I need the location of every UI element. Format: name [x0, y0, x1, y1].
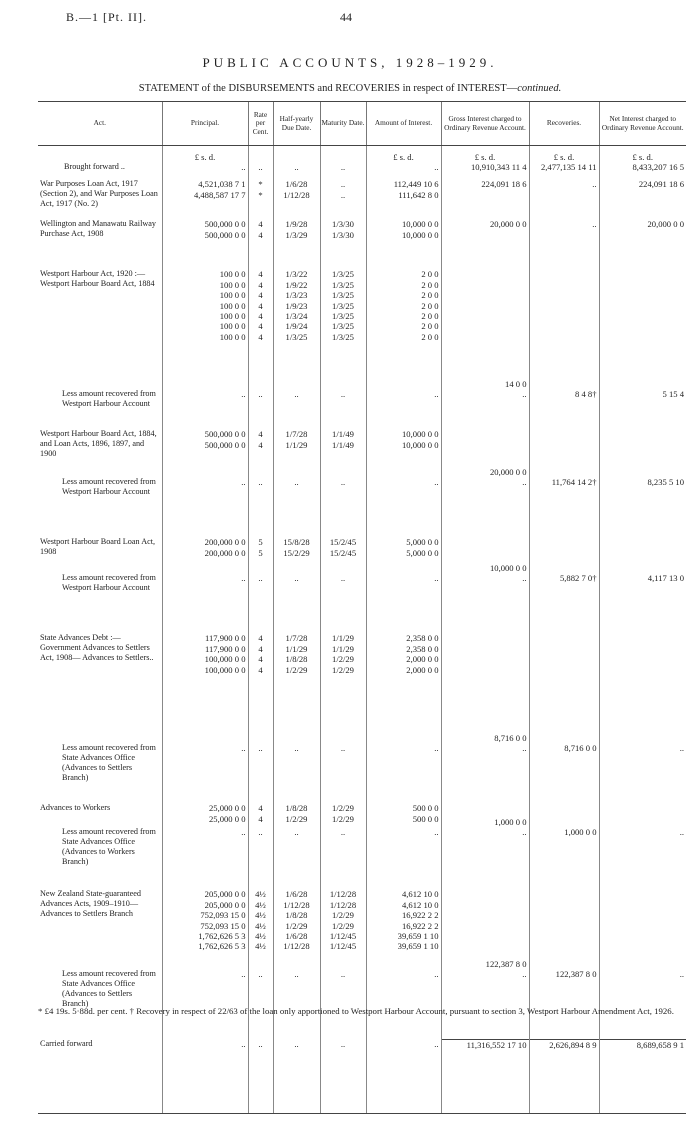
cell-recoveries: 8,716 0 0 [529, 743, 599, 803]
cell-recoveries [529, 889, 599, 969]
table-row [38, 889, 686, 969]
cell-recoveries: .. [529, 219, 599, 269]
cell-gross: 10,910,343 11 4 [441, 162, 529, 179]
cell-maturity: 15/2/45 15/2/45 [320, 537, 366, 573]
cell-due: .. [273, 1039, 320, 1113]
cell-rate: .. [248, 477, 273, 537]
cell-act: New Zealand State-guaranteed Advances Acts, 1909–1910— Advances to Settlers Branch [40, 889, 141, 919]
cell-net [599, 803, 686, 827]
cell-due: 1/6/28 1/12/28 1/8/28 1/2/29 1/6/28 1/12/28 [273, 889, 320, 969]
cell-interest: 4,612 10 0 4,612 10 0 16,922 2 2 16,922 2 2 39,659 1 10 39,659 1 10 [366, 889, 441, 969]
cell-rate: * * [248, 179, 273, 219]
cell-interest: .. [366, 477, 441, 537]
cell-act: Less amount recovered from Westport Harbour Account [62, 477, 156, 497]
statement-subtitle [0, 83, 700, 94]
cell-act: Westport Harbour Board Act, 1884, and Loan Acts, 1896, 1897, and 1900 [40, 429, 157, 459]
col-interest: Amount of Interest. [366, 102, 441, 146]
cell-gross: .. [441, 389, 529, 429]
cell-recoveries [529, 633, 599, 743]
cell-act: War Purposes Loan Act, 1917 (Section 2), and War Purposes Loan Act, 1917 (No. 2) [40, 179, 158, 209]
cell-maturity: 1/3/25 1/3/25 1/3/25 1/3/25 1/3/25 1/3/25 1/3/25 [320, 269, 366, 389]
table-row [38, 1039, 686, 1113]
cell-recoveries: 5,882 7 0† [529, 573, 599, 633]
cell-principal: .. [162, 162, 248, 179]
cell-principal: .. [162, 743, 248, 803]
cell-gross: 224,091 18 6 [441, 179, 529, 219]
table-row [38, 429, 686, 477]
cell-due: .. [273, 162, 320, 179]
cell-net: 8,433,207 16 5 [599, 162, 686, 179]
cell-net: .. [599, 743, 686, 803]
cell-recoveries [529, 429, 599, 477]
subtitle-continued: continued. [517, 83, 562, 94]
cell-interest: .. [366, 162, 441, 179]
col-maturity: Maturity Date. [320, 102, 366, 146]
table-row [38, 389, 686, 429]
cell-gross: 20,000 0 0 [441, 219, 529, 269]
cell-principal: 117,900 0 0 117,900 0 0 100,000 0 0 100,000 0 0 [162, 633, 248, 743]
cell-net [599, 633, 686, 743]
cell-maturity: 1/1/29 1/1/29 1/2/29 1/2/29 [320, 633, 366, 743]
cell-maturity: .. [320, 743, 366, 803]
cell-principal: 4,521,038 7 1 4,488,587 17 7 [162, 179, 248, 219]
table-row [38, 743, 686, 803]
cell-net: 8,689,658 9 1 [599, 1039, 686, 1113]
cell-gross: 14 0 0 [441, 269, 529, 389]
cell-rate: .. [248, 1039, 273, 1113]
cell-principal: .. [162, 969, 248, 1039]
currency-row [38, 152, 686, 162]
cell-maturity: 1/1/49 1/1/49 [320, 429, 366, 477]
table-row [38, 537, 686, 573]
cell-due: .. [273, 573, 320, 633]
cell-principal: .. [162, 389, 248, 429]
cell-rate: 4 4 4 4 4 4 4 [248, 269, 273, 389]
table-row [38, 179, 686, 219]
cell-maturity: .. [320, 827, 366, 889]
cell-gross: 8,716 0 0 [441, 633, 529, 743]
cell-recoveries: 1,000 0 0 [529, 827, 599, 889]
document-reference: B.—1 [Pt. II]. [66, 10, 147, 24]
cell-act: Less amount recovered from State Advances Office (Advances to Settlers Branch) [62, 969, 156, 1009]
cell-interest: 10,000 0 0 10,000 0 0 [366, 219, 441, 269]
table-row [38, 803, 686, 827]
col-net: Net Interest charged to Ordinary Revenue Account. [599, 102, 686, 146]
cell-interest: 2 0 0 2 0 0 2 0 0 2 0 0 2 0 0 2 0 0 2 0 0 [366, 269, 441, 389]
table-row [38, 827, 686, 889]
cell-due: .. [273, 389, 320, 429]
cell-interest: 10,000 0 0 10,000 0 0 [366, 429, 441, 477]
cell-gross: .. [441, 477, 529, 537]
cell-principal: 500,000 0 0 500,000 0 0 [162, 429, 248, 477]
cell-maturity: .. [320, 162, 366, 179]
table-row [38, 269, 686, 389]
cell-act: Carried forward [38, 1039, 162, 1113]
cell-interest: .. [366, 389, 441, 429]
cell-rate: .. [248, 162, 273, 179]
cell-net [599, 429, 686, 477]
cell-interest: 5,000 0 0 5,000 0 0 [366, 537, 441, 573]
cell-due: .. [273, 477, 320, 537]
cell-act: Westport Harbour Act, 1920 :— Westport Harbour Board Act, 1884 [40, 269, 155, 289]
table-row [38, 162, 686, 179]
cell-rate: 4 4 [248, 803, 273, 827]
cell-rate: 5 5 [248, 537, 273, 573]
table-row [38, 477, 686, 537]
cell-rate: .. [248, 743, 273, 803]
col-rate: Rate per Cent. [248, 102, 273, 146]
cell-principal: 205,000 0 0 205,000 0 0 752,093 15 0 752,093 15 0 1,762,626 5 3 1,762,626 5 3 [162, 889, 248, 969]
cell-net: .. [599, 827, 686, 889]
cell-recoveries [529, 269, 599, 389]
cell-act: Less amount recovered from State Advances Office (Advances to Settlers Branch) [62, 743, 156, 783]
cell-gross: 20,000 0 0 [441, 429, 529, 477]
cell-recoveries: 11,764 14 2† [529, 477, 599, 537]
currency-principal: £ s. d. [162, 152, 248, 162]
col-act: Act. [38, 102, 162, 146]
cell-net: 20,000 0 0 [599, 219, 686, 269]
cell-due: .. [273, 827, 320, 889]
cell-maturity: 1/12/28 1/12/28 1/2/29 1/2/29 1/12/45 1/12/45 [320, 889, 366, 969]
cell-maturity: .. [320, 969, 366, 1039]
cell-principal: .. [162, 1039, 248, 1113]
cell-principal: 100 0 0 100 0 0 100 0 0 100 0 0 100 0 0 100 0 0 100 0 0 [162, 269, 248, 389]
cell-rate: .. [248, 389, 273, 429]
cell-gross: 1,000 0 0 [441, 803, 529, 827]
cell-act: State Advances Debt :— Government Advances to Settlers Act, 1908— Advances to Settlers.. [40, 633, 154, 663]
cell-interest: .. [366, 827, 441, 889]
cell-gross: .. [441, 969, 529, 1039]
cell-act: Less amount recovered from State Advances Office (Advances to Workers Branch) [62, 827, 156, 867]
cell-rate: .. [248, 827, 273, 889]
cell-rate: .. [248, 969, 273, 1039]
currency-gross: £ s. d. [441, 152, 529, 162]
cell-principal: 25,000 0 0 25,000 0 0 [162, 803, 248, 827]
cell-act: Less amount recovered from Westport Harbour Account [62, 573, 156, 593]
cell-interest: .. [366, 573, 441, 633]
table-row [38, 219, 686, 269]
page-title: PUBLIC ACCOUNTS, 1928–1929. [202, 55, 498, 70]
cell-recoveries [529, 803, 599, 827]
cell-principal: .. [162, 827, 248, 889]
cell-net: 5 15 4 [599, 389, 686, 429]
cell-interest: 112,449 10 6 111,642 8 0 [366, 179, 441, 219]
cell-act: Wellington and Manawatu Railway Purchase Act, 1908 [40, 219, 156, 239]
cell-due: 1/7/28 1/1/29 [273, 429, 320, 477]
cell-due: 1/7/28 1/1/29 1/8/28 1/2/29 [273, 633, 320, 743]
cell-due: .. [273, 969, 320, 1039]
cell-rate: 4 4 [248, 429, 273, 477]
cell-interest: 2,358 0 0 2,358 0 0 2,000 0 0 2,000 0 0 [366, 633, 441, 743]
col-gross: Gross Interest charged to Ordinary Revenue Account. [441, 102, 529, 146]
col-recoveries: Recoveries. [529, 102, 599, 146]
cell-gross: .. [441, 743, 529, 803]
cell-gross: 122,387 8 0 [441, 889, 529, 969]
interest-table [38, 101, 686, 1114]
cell-act: Westport Harbour Board Loan Act, 1908 [40, 537, 156, 557]
cell-recoveries: 8 4 8† [529, 389, 599, 429]
cell-maturity: 1/2/29 1/2/29 [320, 803, 366, 827]
cell-rate: 4 4 [248, 219, 273, 269]
cell-interest: .. [366, 969, 441, 1039]
cell-net [599, 269, 686, 389]
table-row [38, 969, 686, 1039]
cell-rate: 4½ 4½ 4½ 4½ 4½ 4½ [248, 889, 273, 969]
col-principal: Principal. [162, 102, 248, 146]
cell-recoveries: 2,626,894 8 9 [529, 1039, 599, 1113]
cell-net: .. [599, 969, 686, 1039]
cell-net: 8,235 5 10 [599, 477, 686, 537]
cell-principal: 500,000 0 0 500,000 0 0 [162, 219, 248, 269]
cell-interest: .. [366, 743, 441, 803]
cell-act: Advances to Workers [40, 803, 111, 813]
cell-due: .. [273, 743, 320, 803]
cell-maturity: 1/3/30 1/3/30 [320, 219, 366, 269]
page-number: 44 [340, 10, 352, 24]
cell-recoveries: .. [529, 179, 599, 219]
cell-due: 1/3/22 1/9/22 1/3/23 1/9/23 1/3/24 1/9/24 1/3/25 [273, 269, 320, 389]
table-row [38, 633, 686, 743]
cell-gross: .. [441, 827, 529, 889]
cell-net: 4,117 13 0 [599, 573, 686, 633]
cell-due: 1/8/28 1/2/29 [273, 803, 320, 827]
cell-recoveries [529, 537, 599, 573]
cell-due: 1/9/28 1/3/29 [273, 219, 320, 269]
cell-act: Less amount recovered from Westport Harbour Account [62, 389, 156, 409]
currency-recoveries: £ s. d. [529, 152, 599, 162]
table-row [38, 573, 686, 633]
cell-net: 224,091 18 6 [599, 179, 686, 219]
cell-recoveries: 2,477,135 14 11 [529, 162, 599, 179]
cell-maturity: .. [320, 477, 366, 537]
cell-interest: 500 0 0 500 0 0 [366, 803, 441, 827]
cell-maturity: .. [320, 573, 366, 633]
subtitle-text: STATEMENT of the DISBURSEMENTS and RECOVERIES in respect of INTEREST— [138, 83, 518, 94]
cell-maturity: .. [320, 389, 366, 429]
cell-maturity: .. [320, 1039, 366, 1113]
cell-act: Brought forward .. [64, 162, 125, 172]
cell-due: 1/6/28 1/12/28 [273, 179, 320, 219]
cell-gross: .. [441, 573, 529, 633]
footnote: * £4 19s. 5·88d. per cent. † Recovery in respect of 22/63 of the loan only apportioned to Westport Harbour Account, pursuant to section 3, Westport Harbour Amendment Act, 1926. [38, 1006, 674, 1016]
cell-principal: .. [162, 573, 248, 633]
cell-due: 15/8/28 15/2/29 [273, 537, 320, 573]
cell-recoveries: 122,387 8 0 [529, 969, 599, 1039]
cell-net [599, 537, 686, 573]
cell-principal: 200,000 0 0 200,000 0 0 [162, 537, 248, 573]
cell-rate: .. [248, 573, 273, 633]
cell-rate: 4 4 4 4 [248, 633, 273, 743]
currency-interest: £ s. d. [366, 152, 441, 162]
cell-interest: .. [366, 1039, 441, 1113]
col-due-date: Half-yearly Due Date. [273, 102, 320, 146]
cell-gross: 10,000 0 0 [441, 537, 529, 573]
cell-gross: 11,316,552 17 10 [441, 1039, 529, 1113]
cell-net [599, 889, 686, 969]
cell-maturity: .. .. [320, 179, 366, 219]
cell-principal: .. [162, 477, 248, 537]
currency-net: £ s. d. [599, 152, 686, 162]
